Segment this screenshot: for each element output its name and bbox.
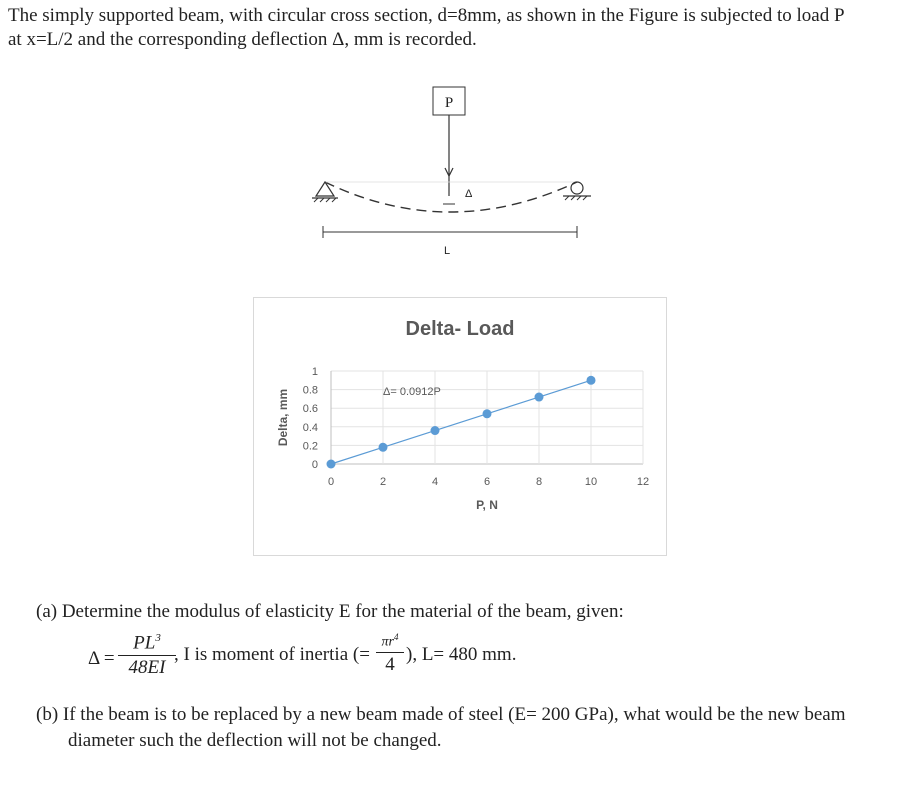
chart-title: Delta- Load [405,318,515,340]
y-tick-label: 1 [311,366,318,378]
inertia-denominator: 4 [385,653,395,675]
part-b-line-2: diameter such the deflection will not be changed. [68,730,442,751]
part-a-question: (a) Determine the modulus of elasticity E for the material of the beam, given: [36,601,624,622]
inertia-fraction [376,632,404,676]
intro-line-1: The simply supported beam, with circular cross section, d=8mm, as shown in the Figure is subjected to load P [8,5,845,26]
x-tick-label: 6 [483,476,491,488]
x-tick-label: 8 [535,476,543,488]
y-tick-label: 0.2 [302,440,318,453]
delta-load-chart [253,297,667,556]
data-point [431,426,440,435]
x-tick-label: 2 [379,476,387,488]
x-axis-label: P, N [476,498,498,512]
x-tick-label: 0 [327,476,335,488]
fraction-denominator: 48EI [128,657,166,679]
pin-support [312,182,338,202]
length-text: ), L= 480 mm. [406,644,517,665]
x-tick-label: 12 [636,476,650,488]
length-label: L [443,245,451,257]
fraction-numerator: PL [133,632,156,654]
data-point [327,460,336,469]
delta-symbol: Δ = [88,648,115,669]
problem-statement [8,4,913,52]
x-tick-label: 4 [431,476,439,488]
beam-deflected-shape [325,182,577,212]
y-tick-label: 0.6 [302,403,318,416]
inertia-numerator: πr [381,634,394,650]
series-line [331,380,591,464]
y-tick-label: 0.8 [302,384,318,397]
y-axis-label: Delta, mm [276,388,290,447]
intro-line-2: at x=L/2 and the corresponding deflection Δ, mm is recorded. [8,29,477,50]
deflection-fraction [118,632,176,679]
roller-support [563,182,591,200]
inertia-text: , I is moment of inertia (= [174,644,370,665]
beam-figure [295,84,625,259]
load-label: P [444,95,454,111]
deflection-label: Δ [465,188,473,200]
y-tick-label: 0.4 [302,421,318,434]
trendline-equation: Δ= 0.0912P [383,386,441,399]
part-b-line-1: (b) If the beam is to be replaced by a new beam made of steel (E= 200 GPa), what would be the new beam [36,704,846,725]
part-b-question [36,702,916,754]
inertia-numerator-exponent: 4 [393,632,399,642]
data-point [535,393,544,402]
data-point [379,443,388,452]
x-tick-label: 10 [584,476,598,488]
deflection-formula [88,630,648,685]
fraction-numerator-exponent: 3 [155,632,161,644]
delta-load-chart-svg [254,298,666,555]
data-point [587,376,596,385]
y-tick-label: 0 [311,459,318,471]
data-point [483,409,492,418]
